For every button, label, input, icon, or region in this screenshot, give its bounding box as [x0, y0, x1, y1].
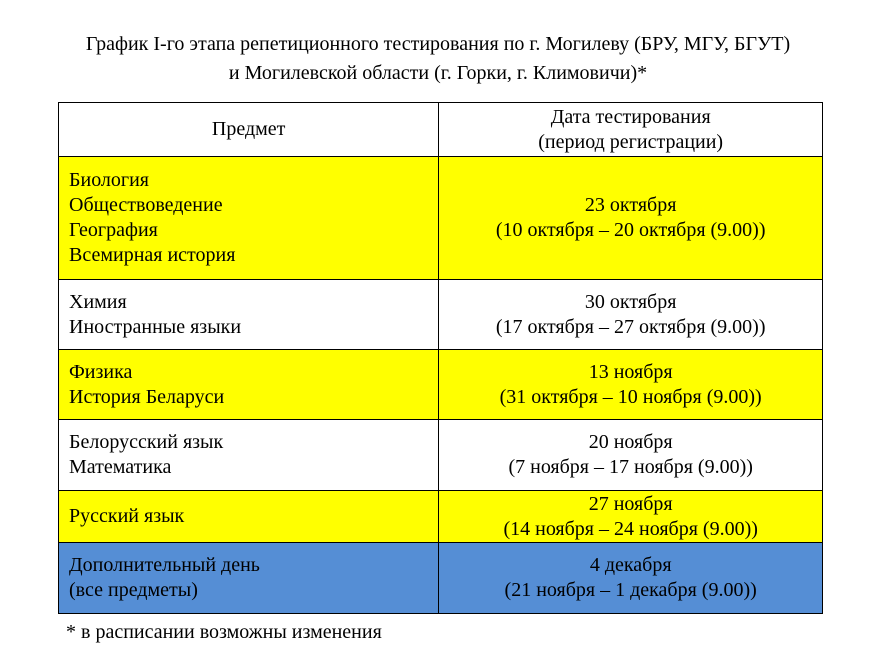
- subject-name: Дополнительный день: [69, 554, 260, 576]
- date-cell: [439, 543, 823, 614]
- header-registration-label: (период регистрации): [538, 130, 724, 153]
- subject-name: Белорусский язык: [69, 431, 224, 453]
- subjects-cell: [59, 491, 439, 543]
- subjects-cell: [59, 280, 439, 350]
- registration-period: (14 ноября – 24 ноября (9.00)): [503, 517, 758, 540]
- footnote: * в расписании возможны изменения: [66, 621, 382, 643]
- subject-name: Иностранные языки: [69, 315, 242, 338]
- table-row: [59, 543, 823, 614]
- header-date-label: Дата тестирования: [550, 105, 711, 128]
- test-date: 30 октября: [584, 290, 677, 313]
- subject-name: Математика: [69, 456, 172, 478]
- registration-period: (10 октября – 20 октября (9.00)): [495, 219, 766, 241]
- header-subject: [59, 103, 439, 157]
- table-header-row: [59, 103, 823, 157]
- table-row: [59, 280, 823, 350]
- subject-name: Русский язык: [69, 505, 185, 527]
- subject-name: Всемирная история: [69, 244, 236, 266]
- testing-schedule-table: [58, 102, 823, 614]
- test-date: 23 октября: [584, 194, 677, 216]
- title-line-1: График I-го этапа репетиционного тестирования по г. Могилеву (БРУ, МГУ, БГУТ): [85, 33, 791, 55]
- subject-name: (все предметы): [69, 579, 198, 601]
- subjects-cell: [59, 157, 439, 280]
- registration-period: (7 ноября – 17 ноября (9.00)): [508, 456, 753, 478]
- date-cell: [439, 157, 823, 280]
- title-line-2: и Могилевской области (г. Горки, г. Климовичи)*: [228, 62, 648, 84]
- subjects-cell: [59, 420, 439, 491]
- subject-name: География: [69, 219, 158, 241]
- date-cell: [439, 280, 823, 350]
- subject-name: Биология: [69, 169, 150, 191]
- date-cell: [439, 420, 823, 491]
- test-date: 27 ноября: [588, 492, 673, 515]
- header-subject-label: Предмет: [211, 118, 286, 140]
- test-date: 20 ноября: [588, 431, 673, 453]
- subjects-cell: [59, 350, 439, 420]
- date-cell: [439, 350, 823, 420]
- subjects-cell: [59, 543, 439, 614]
- registration-period: (31 октября – 10 ноября (9.00)): [499, 385, 762, 408]
- subject-name: Химия: [69, 290, 127, 313]
- table-row: [59, 420, 823, 491]
- subject-name: История Беларуси: [69, 385, 225, 408]
- registration-period: (21 ноября – 1 декабря (9.00)): [504, 579, 757, 601]
- document-title: [0, 30, 876, 88]
- date-cell: [439, 491, 823, 543]
- table-row: [59, 350, 823, 420]
- registration-period: (17 октября – 27 октября (9.00)): [495, 315, 766, 338]
- subject-name: Физика: [69, 360, 133, 383]
- header-date: [439, 103, 823, 157]
- test-date: 4 декабря: [589, 554, 672, 576]
- subject-name: Обществоведение: [69, 194, 223, 216]
- table-row: [59, 491, 823, 543]
- test-date: 13 ноября: [588, 360, 673, 383]
- table-row: [59, 157, 823, 280]
